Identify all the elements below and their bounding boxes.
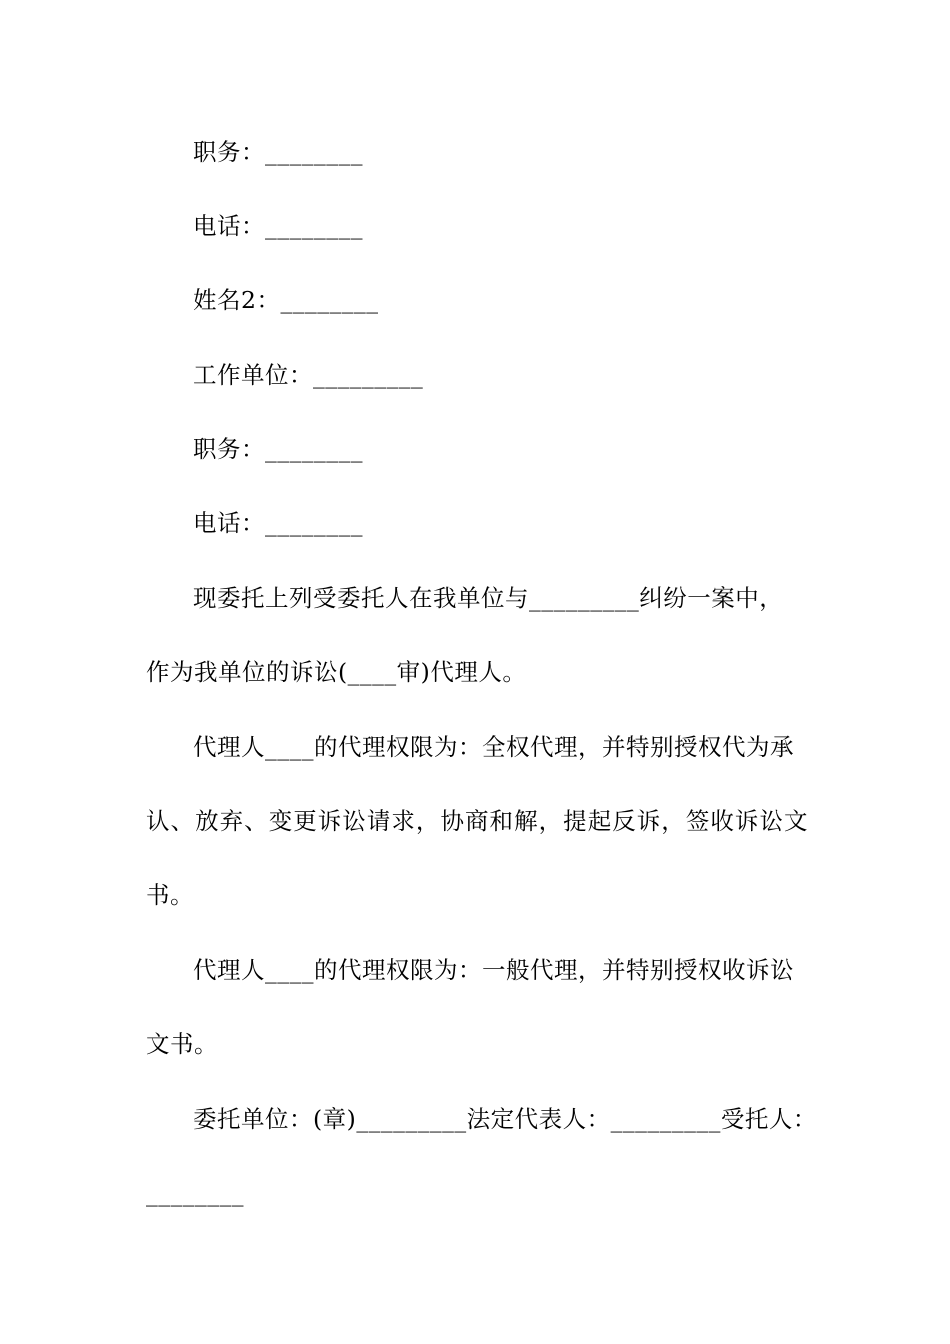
- position-2-line: 职务：________: [193, 435, 363, 463]
- signature-line-1: 委托单位：(章)_________法定代表人：_________受托人：: [193, 1105, 817, 1133]
- name-2-line: 姓名2：________: [193, 286, 379, 314]
- full-agency-paragraph-line-1: 代理人____的代理权限为：全权代理，并特别授权代为承: [193, 733, 794, 761]
- work-unit-2-line: 工作单位：_________: [193, 361, 424, 389]
- general-agency-paragraph-line-1: 代理人____的代理权限为：一般代理，并特别授权收诉讼: [193, 956, 794, 984]
- phone-1-line: 电话：________: [193, 212, 363, 240]
- signature-line-2: ________: [146, 1179, 244, 1207]
- full-agency-paragraph-line-2: 认、放弃、变更诉讼请求，协商和解，提起反诉，签收诉讼文: [146, 807, 808, 835]
- entrust-paragraph-line-2: 作为我单位的诉讼(____审)代理人。: [146, 658, 527, 686]
- general-agency-paragraph-line-2: 文书。: [146, 1030, 218, 1058]
- position-1-line: 职务：________: [193, 138, 363, 166]
- phone-2-line: 电话：________: [193, 509, 363, 537]
- full-agency-paragraph-line-3: 书。: [146, 881, 194, 909]
- entrust-paragraph-line-1: 现委托上列受委托人在我单位与_________纠纷一案中，: [193, 584, 784, 612]
